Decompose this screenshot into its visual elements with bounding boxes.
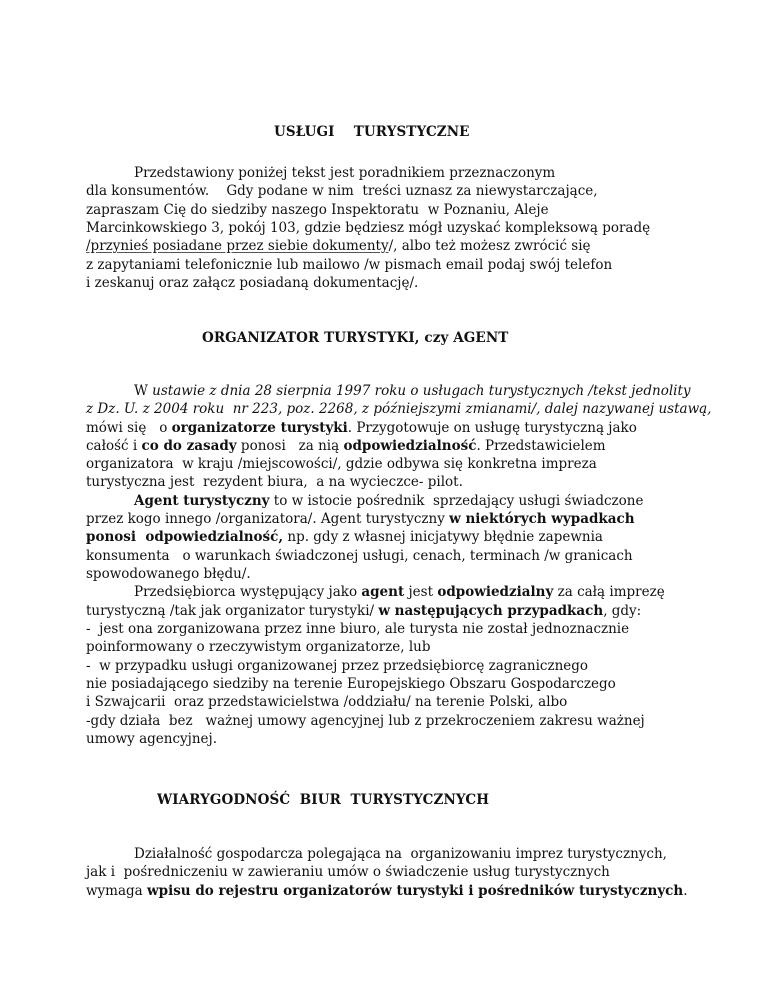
text: Przedsiębiorca występujący jako: [134, 584, 362, 600]
text: .: [683, 883, 688, 899]
law-citation: z Dz. U. z 2004 roku nr 223, poz. 2268, z późniejszymi zmianami/, dalej nazywanej ustawą,: [86, 401, 712, 417]
text: mówi się o: [86, 420, 172, 436]
bold-text: co do zasady: [141, 438, 237, 454]
section-heading-credibility: WIARYGODNOŚĆ BIUR TURYSTYCZNYCH: [157, 792, 490, 808]
list-item: -gdy działa bez ważnej umowy agencyjnej lub z przekroczeniem zakresu ważnej: [86, 713, 645, 729]
text-line: nie posiadającego siedziby na terenie Europejskiego Obszaru Gospodarczego: [86, 676, 616, 692]
text-line: [134, 583, 665, 601]
text-line: poinformowany o rzeczywistym organizatorze, lub: [86, 639, 431, 655]
text: to w istocie pośrednik sprzedający usługi świadczone: [269, 493, 644, 509]
bold-text: organizatorze turystyki: [171, 420, 348, 436]
list-item: - jest ona zorganizowana przez inne biuro, ale turysta nie został jednoznacznie: [86, 621, 630, 637]
text: wymaga: [86, 883, 148, 899]
text-line: jak i pośredniczeniu w zawieraniu umów o świadczenie usług turystycznych: [86, 864, 610, 880]
bold-text: w niektórych wypadkach: [449, 511, 635, 527]
bold-text: ponosi odpowiedzialność,: [86, 529, 284, 545]
text: przez kogo innego /organizatora/. Agent turystyczny: [86, 511, 450, 527]
text: za całą imprezę: [553, 584, 665, 600]
text-line: [134, 382, 691, 400]
documents-link-text: /przynieś posiadane przez siebie dokumenty: [86, 238, 389, 254]
text-line: turystyczna jest rezydent biura, a na wycieczce- pilot.: [86, 474, 463, 490]
bold-text: Agent turystyczny: [134, 493, 270, 509]
text-line: [86, 419, 637, 437]
section-heading-organizer: ORGANIZATOR TURYSTYKI, czy AGENT: [202, 330, 509, 346]
intro-line: Przedstawiony poniżej tekst jest poradnikiem przeznaczonym: [134, 165, 556, 181]
text: , gdy:: [603, 603, 642, 619]
law-citation: ustawie z dnia 28 sierpnia 1997 roku o usługach turystycznych /tekst jednolity: [152, 383, 691, 399]
intro-line: i zeskanuj oraz załącz posiadaną dokumentację/.: [86, 275, 419, 291]
text: np. gdy z własnej inicjatywy błędnie zapewnia: [283, 529, 603, 545]
bold-text: w następujących przypadkach: [378, 603, 604, 619]
intro-line: Marcinkowskiego 3, pokój 103, gdzie będziesz mógł uzyskać kompleksową poradę: [86, 220, 651, 236]
intro-line: z zapytaniami telefonicznie lub mailowo /w pismach email podaj swój telefon: [86, 257, 613, 273]
document-title: USŁUGI TURYSTYCZNE: [274, 124, 470, 140]
text: W: [134, 383, 153, 399]
text-line: spowodowanego błędu/.: [86, 566, 251, 582]
intro-line: zapraszam Cię do siedziby naszego Inspektoratu w Poznaniu, Aleje: [86, 202, 549, 218]
text-line: i Szwajcarii oraz przedstawicielstwa /oddziału/ na terenie Polski, albo: [86, 694, 568, 710]
text-line: [86, 882, 688, 900]
text: turystyczną /tak jak organizator turystyki/: [86, 603, 379, 619]
bold-text: wpisu do rejestru organizatorów turystyki i pośredników turystycznych: [147, 883, 684, 899]
text: . Przygotowuje on usługę turystyczną jako: [347, 420, 637, 436]
text-line: [134, 492, 643, 510]
text-line: Działalność gospodarcza polegająca na organizowaniu imprez turystycznych,: [134, 846, 667, 862]
text-line: [86, 510, 635, 528]
text-line: [86, 602, 641, 620]
intro-line: dla konsumentów. Gdy podane w nim treści uznasz za niewystarczające,: [86, 183, 598, 199]
text-line: [86, 528, 603, 546]
intro-line: [86, 237, 591, 255]
text-line: konsumenta o warunkach świadczonej usługi, cenach, terminach /w granicach: [86, 548, 633, 564]
text: całość i: [86, 438, 142, 454]
text-line: organizatora w kraju /miejscowości/, gdzie odbywa się konkretna impreza: [86, 456, 597, 472]
text: ponosi za nią: [236, 438, 344, 454]
bold-text: agent: [361, 584, 405, 600]
intro-line-rest: /, albo też możesz zwrócić się: [388, 238, 591, 254]
text: jest: [404, 584, 438, 600]
text-line: umowy agencyjnej.: [86, 731, 218, 747]
list-item: - w przypadku usługi organizowanej przez przedsiębiorcę zagranicznego: [86, 658, 589, 674]
bold-text: odpowiedzialność: [343, 438, 477, 454]
text-line: [86, 400, 711, 418]
bold-text: odpowiedzialny: [437, 584, 554, 600]
text: . Przedstawicielem: [476, 438, 606, 454]
text-line: [86, 437, 606, 455]
